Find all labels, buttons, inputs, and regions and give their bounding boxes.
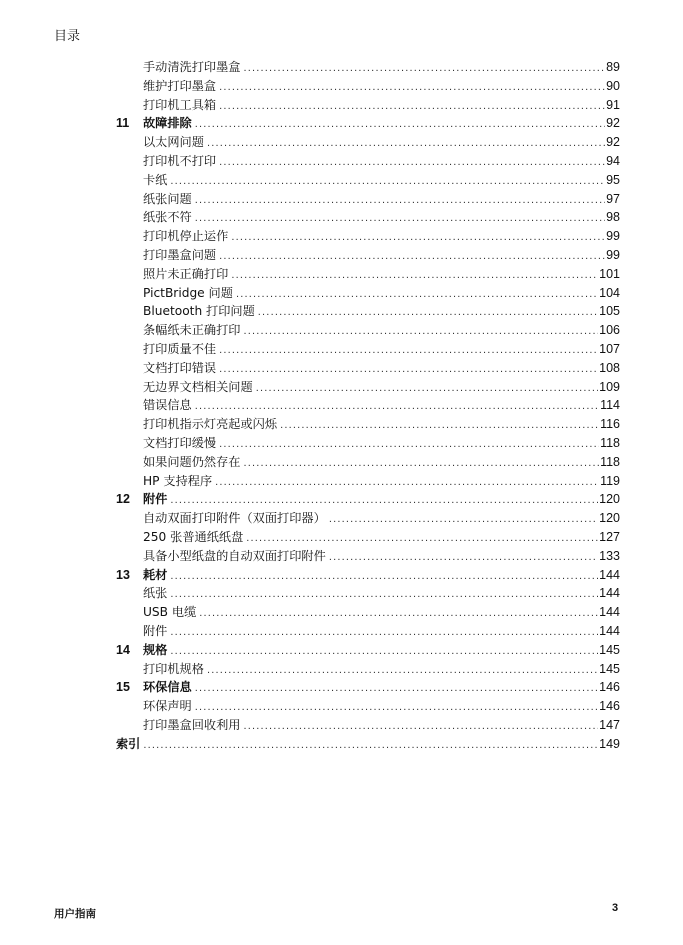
- toc-dot-leader: [244, 59, 606, 78]
- toc-entry: [143, 415, 620, 435]
- toc-entry-row[interactable]: [0, 415, 683, 434]
- toc-page-number: 144: [599, 605, 620, 620]
- toc-entry-title: 打印墨盒回收利用: [143, 717, 241, 732]
- toc-entry-row[interactable]: [0, 697, 683, 716]
- toc-dot-leader: [329, 548, 598, 567]
- toc-entry-title: 纸张不符: [143, 210, 192, 225]
- toc-dot-leader: [195, 191, 605, 210]
- toc-dot-leader: [195, 679, 598, 698]
- toc-dot-leader: [244, 717, 599, 736]
- toc-dot-leader: [231, 228, 605, 247]
- toc-dot-leader: [195, 209, 605, 228]
- toc-entry-title: 卡纸: [143, 172, 168, 187]
- toc-entry-row[interactable]: [0, 265, 683, 284]
- toc-entry: [143, 77, 620, 97]
- toc-entry: [143, 208, 620, 228]
- toc-page-number: 127: [599, 529, 620, 544]
- toc-chapter-number: 11: [116, 116, 130, 131]
- toc-entry-row[interactable]: [0, 152, 683, 171]
- table-of-contents: [0, 58, 683, 753]
- toc-entry-title: 环保声明: [143, 699, 192, 714]
- toc-dot-leader: [195, 397, 599, 416]
- toc-page-number: 89: [606, 60, 620, 74]
- toc-chapter-number: 13: [116, 567, 130, 582]
- toc-entry-row[interactable]: [0, 340, 683, 359]
- toc-dot-leader: [170, 567, 598, 586]
- toc-entry-title: 打印机工具箱: [143, 97, 217, 112]
- toc-page-number: 114: [600, 398, 620, 413]
- toc-entry: [143, 171, 620, 191]
- toc-entry-title: HP 支持程序: [143, 473, 213, 488]
- toc-chapter-row[interactable]: [0, 678, 683, 697]
- toc-entry: [143, 453, 620, 473]
- toc-dot-leader: [219, 247, 605, 266]
- toc-entry-title: 索引: [116, 736, 141, 751]
- toc-entry-row[interactable]: [0, 58, 683, 77]
- toc-page-number: 90: [606, 78, 620, 93]
- toc-entry-title: 环保信息: [143, 680, 192, 695]
- footer-page-number: 3: [612, 902, 619, 914]
- toc-entry-row[interactable]: [0, 547, 683, 566]
- toc-entry: [143, 472, 620, 492]
- toc-entry-row[interactable]: [0, 190, 683, 209]
- toc-entry: [143, 227, 620, 247]
- toc-page-number: 97: [606, 191, 620, 206]
- toc-page-number: 119: [600, 473, 620, 488]
- toc-dot-leader: [219, 97, 605, 116]
- toc-entry-row[interactable]: [0, 133, 683, 152]
- toc-page-number: 107: [599, 341, 620, 356]
- toc-entry: [143, 528, 620, 548]
- toc-entry-row[interactable]: [0, 396, 683, 415]
- toc-entry: [143, 190, 620, 210]
- toc-dot-leader: [329, 510, 598, 529]
- toc-dot-leader: [219, 360, 598, 379]
- toc-entry-title: 打印机不打印: [143, 153, 217, 168]
- toc-page-number: 144: [599, 567, 620, 582]
- toc-entry: [143, 321, 620, 341]
- toc-chapter-row[interactable]: [0, 641, 683, 660]
- toc-entry-row[interactable]: [0, 359, 683, 378]
- toc-entry: [143, 490, 620, 510]
- toc-page-number: 98: [606, 210, 620, 225]
- toc-entry: [143, 58, 620, 78]
- toc-entry: [143, 96, 620, 116]
- toc-dot-leader: [199, 604, 598, 623]
- toc-entry: [143, 434, 620, 454]
- toc-page-number: 92: [606, 116, 620, 131]
- toc-dot-leader: [219, 341, 598, 360]
- toc-dot-leader: [219, 153, 605, 172]
- toc-entry-title: 耗材: [143, 567, 168, 582]
- toc-entry-title: 附件: [143, 623, 168, 638]
- toc-dot-leader: [170, 585, 598, 604]
- toc-chapter-row[interactable]: [0, 114, 683, 133]
- toc-entry-title: 打印墨盒问题: [143, 247, 217, 262]
- toc-entry-title: 以太网问题: [143, 135, 204, 150]
- toc-dot-leader: [207, 134, 605, 153]
- toc-index-row[interactable]: [0, 735, 683, 754]
- toc-entry-row[interactable]: [0, 509, 683, 528]
- toc-entry-title: 具备小型纸盘的自动双面打印附件: [143, 548, 326, 563]
- toc-page-number: 118: [600, 435, 620, 450]
- toc-page-number: 94: [606, 153, 620, 168]
- toc-dot-leader: [170, 642, 598, 661]
- toc-entry-title: 文档打印缓慢: [143, 435, 217, 450]
- toc-entry-row[interactable]: [0, 171, 683, 190]
- toc-entry-title: 手动清洗打印墨盒: [143, 60, 241, 74]
- toc-chapter-number: 15: [116, 680, 130, 695]
- toc-entry-row[interactable]: [0, 77, 683, 96]
- toc-entry-row[interactable]: [0, 453, 683, 472]
- toc-page-number: 133: [599, 548, 620, 563]
- toc-page-number: 106: [599, 323, 620, 338]
- toc-entry: [143, 302, 620, 322]
- toc-entry: [143, 641, 620, 661]
- toc-entry-title: 无边界文档相关问题: [143, 379, 253, 394]
- toc-entry: [143, 265, 620, 285]
- toc-dot-leader: [258, 303, 598, 322]
- toc-dot-leader: [236, 285, 598, 304]
- toc-entry-row[interactable]: [0, 96, 683, 115]
- toc-entry: [143, 678, 620, 698]
- toc-entry: [143, 603, 620, 623]
- toc-entry-row[interactable]: [0, 208, 683, 227]
- toc-entry-title: 故障排除: [143, 116, 192, 131]
- toc-entry-row[interactable]: [0, 584, 683, 603]
- toc-entry-row[interactable]: [0, 472, 683, 491]
- toc-entry: [143, 622, 620, 642]
- toc-entry-title: 如果问题仍然存在: [143, 454, 241, 469]
- toc-dot-leader: [256, 379, 598, 398]
- toc-entry: [143, 716, 620, 736]
- toc-page-number: 118: [600, 454, 620, 469]
- toc-entry: [143, 340, 620, 360]
- toc-page-number: 109: [599, 379, 620, 394]
- toc-entry: [143, 246, 620, 266]
- toc-page-number: 104: [599, 285, 620, 300]
- toc-page-number: 105: [599, 304, 620, 319]
- toc-page-number: 108: [599, 360, 620, 375]
- toc-chapter-row[interactable]: [0, 490, 683, 509]
- toc-entry: [143, 697, 620, 717]
- toc-page-number: 146: [599, 680, 620, 695]
- toc-entry-title: USB 电缆: [143, 605, 197, 620]
- toc-entry-row[interactable]: [0, 246, 683, 265]
- toc-dot-leader: [170, 491, 598, 510]
- toc-dot-leader: [170, 623, 598, 642]
- toc-entry-title: 打印机指示灯亮起或闪烁: [143, 417, 278, 432]
- toc-entry: [143, 114, 620, 134]
- toc-entry-title: 自动双面打印附件（双面打印器）: [143, 511, 326, 526]
- toc-page-number: 149: [599, 736, 620, 751]
- toc-chapter-number: 14: [116, 642, 130, 657]
- toc-page-number: 95: [606, 172, 620, 187]
- toc-entry: [143, 284, 620, 304]
- toc-entry-row[interactable]: [0, 227, 683, 246]
- toc-dot-leader: [195, 698, 598, 717]
- toc-entry: [143, 396, 620, 416]
- toc-entry-row[interactable]: [0, 660, 683, 679]
- toc-entry-row[interactable]: [0, 284, 683, 303]
- toc-page-number: 101: [599, 266, 620, 281]
- toc-entry: [143, 584, 620, 604]
- toc-page-number: 144: [599, 623, 620, 638]
- toc-dot-leader: [195, 115, 605, 134]
- toc-entry-title: 纸张: [143, 586, 168, 601]
- toc-entry-row[interactable]: [0, 302, 683, 321]
- toc-entry-title: PictBridge 问题: [143, 285, 233, 300]
- toc-entry-row[interactable]: [0, 716, 683, 735]
- toc-entry: [143, 359, 620, 379]
- toc-page-number: 120: [599, 492, 620, 507]
- toc-dot-leader: [280, 416, 599, 435]
- toc-dot-leader: [219, 435, 599, 454]
- toc-page-number: 99: [606, 247, 620, 262]
- toc-entry-row[interactable]: [0, 378, 683, 397]
- toc-page-number: 145: [599, 661, 620, 676]
- toc-chapter-row[interactable]: [0, 566, 683, 585]
- toc-entry-title: 文档打印错误: [143, 360, 217, 375]
- toc-entry: [143, 152, 620, 172]
- toc-entry-title: 条幅纸未正确打印: [143, 323, 241, 338]
- toc-entry: [116, 735, 620, 755]
- toc-page-number: 116: [600, 417, 620, 432]
- toc-page-number: 120: [599, 511, 620, 526]
- toc-page-number: 91: [606, 97, 620, 112]
- toc-chapter-number: 12: [116, 492, 130, 507]
- toc-entry-title: 附件: [143, 492, 168, 507]
- toc-page-number: 92: [606, 135, 620, 150]
- toc-entry-row[interactable]: [0, 434, 683, 453]
- toc-page-number: 145: [599, 642, 620, 657]
- toc-dot-leader: [219, 78, 605, 97]
- toc-entry-title: 打印质量不佳: [143, 341, 217, 356]
- toc-entry-title: 250 张普通纸纸盘: [143, 529, 244, 544]
- toc-entry-title: 规格: [143, 642, 168, 657]
- toc-dot-leader: [207, 661, 598, 680]
- toc-entry-row[interactable]: [0, 603, 683, 622]
- toc-dot-leader: [170, 172, 605, 191]
- toc-dot-leader: [143, 736, 598, 755]
- toc-dot-leader: [246, 529, 598, 548]
- toc-page-number: 147: [599, 717, 620, 732]
- toc-entry: [143, 566, 620, 586]
- toc-dot-leader: [244, 454, 600, 473]
- toc-entry: [143, 509, 620, 529]
- toc-dot-leader: [231, 266, 598, 285]
- toc-entry-row[interactable]: [0, 622, 683, 641]
- toc-entry-title: 纸张问题: [143, 191, 192, 206]
- toc-entry-title: Bluetooth 打印问题: [143, 304, 255, 319]
- page-title: 目录: [54, 29, 81, 44]
- toc-entry-title: 打印机停止运作: [143, 229, 229, 244]
- toc-entry-title: 错误信息: [143, 398, 192, 413]
- toc-entry-row[interactable]: [0, 321, 683, 340]
- toc-entry-row[interactable]: [0, 528, 683, 547]
- toc-entry: [143, 378, 620, 398]
- toc-entry-title: 维护打印墨盒: [143, 78, 217, 93]
- toc-entry-title: 照片未正确打印: [143, 266, 229, 281]
- toc-entry: [143, 660, 620, 680]
- toc-entry-title: 打印机规格: [143, 661, 204, 676]
- toc-page-number: 146: [599, 699, 620, 714]
- toc-entry: [143, 133, 620, 153]
- toc-entry: [143, 547, 620, 567]
- toc-dot-leader: [215, 473, 599, 492]
- toc-page-number: 99: [606, 229, 620, 244]
- toc-page-number: 144: [599, 586, 620, 601]
- toc-dot-leader: [244, 322, 599, 341]
- footer-guide-name: 用户指南: [54, 908, 96, 920]
